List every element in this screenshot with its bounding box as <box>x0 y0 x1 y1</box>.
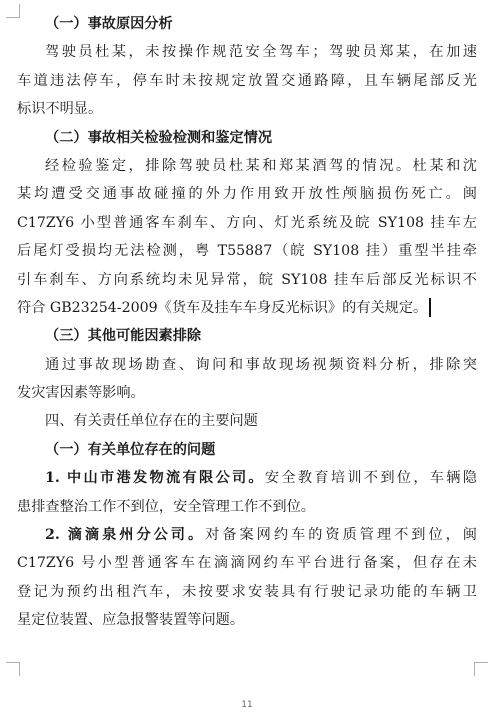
paragraph-line: 经检验鉴定，排除驾驶员杜某和郑某酒驾的情况。杜某和沈 <box>45 157 477 174</box>
paragraph-line: C17ZY6 小型普通客车刹车、方向、灯光系统及皖 SY108 挂车左 <box>17 214 477 231</box>
item-line <box>17 521 477 549</box>
section-heading-inspection: （二）事故相关检验检测和鉴定情况 <box>45 129 273 146</box>
paragraph-line: 发灾害因素等影响。 <box>17 385 145 402</box>
paragraph-line: 患排查整治工作不到位，安全管理工作不到位。 <box>17 498 315 515</box>
item-text: 安全教育培训不到位，车辆隐 <box>264 470 477 487</box>
crop-mark-bottom-left <box>6 662 20 676</box>
item-line <box>17 464 477 492</box>
paragraph-line: 后尾灯受损均无法检测，粤 T55887（皖 SY108 挂）重型半挂牵 <box>17 243 477 260</box>
section-heading-cause-analysis: （一）事故原因分析 <box>45 16 173 32</box>
item-title-didi-quanzhou: 2. 滴滴泉州分公司。 <box>45 527 206 544</box>
paragraph-line: 引车刹车、方向系统均未见异常，皖 SY108 挂车后部反光标识不 <box>17 271 477 288</box>
text-cursor <box>429 298 431 317</box>
paragraph-line: 登记为预约出租汽车，未按要求安装具有行驶记录功能的车辆卫 <box>17 583 477 600</box>
section-heading-other-factors: （三）其他可能因素排除 <box>45 328 202 345</box>
paragraph-line: 符合 GB23254-2009《货车及挂车车身反光标识》的有关规定。 <box>17 299 428 316</box>
crop-mark-bottom-right <box>474 662 488 676</box>
item-text: 对备案网约车的资质管理不到位，闽 <box>205 527 477 544</box>
page-number: 11 <box>241 700 253 710</box>
chapter-heading-responsible-units: 四、有关责任单位存在的主要问题 <box>45 413 258 430</box>
paragraph-line: C17ZY6 号小型普通客车在滴滴网约车平台进行备案，但存在未 <box>17 555 477 572</box>
document-body <box>17 10 477 635</box>
paragraph-line: 车道违法停车，停车时未按规定放置交通路障，且车辆尾部反光 <box>17 72 477 89</box>
paragraph-line: 标识不明显。 <box>17 101 103 118</box>
paragraph-line: 通过事故现场勘查、询问和事故现场视频资料分析，排除突 <box>45 356 477 373</box>
paragraph-line: 驾驶员杜某，未按操作规范安全驾车；驾驶员郑某，在加速 <box>45 44 477 61</box>
paragraph-line: 星定位装置、应急报警装置等问题。 <box>17 612 245 629</box>
paragraph-line-with-cursor <box>17 294 477 322</box>
item-title-zhongshan-gangfa: 1. 中山市港发物流有限公司。 <box>45 470 265 487</box>
section-heading-unit-problems: （一）有关单位存在的问题 <box>45 441 216 458</box>
paragraph-line: 某均遭受交通事故碰撞的外力作用致开放性颅脑损伤死亡。闽 <box>17 186 477 203</box>
